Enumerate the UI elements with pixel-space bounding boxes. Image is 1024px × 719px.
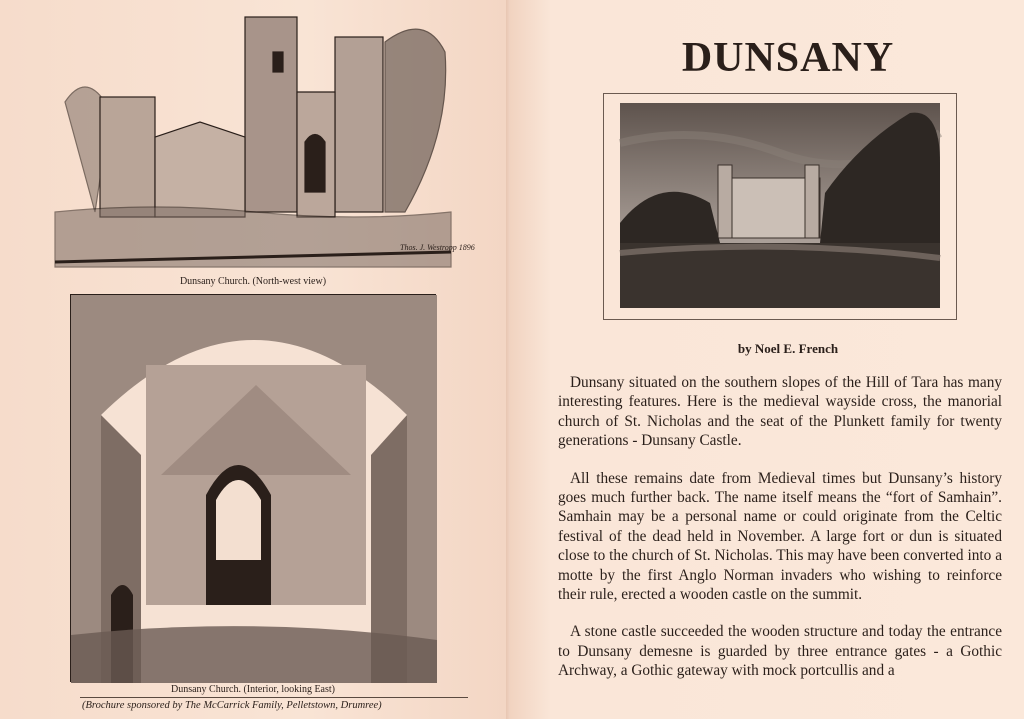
article-body: [558, 373, 1002, 699]
church-interior-illustration: [70, 294, 436, 682]
paragraph: A stone castle succeeded the wooden structure and today the entrance to Dunsany demesne is guarded by three entrance gates - a Gothic Archway, a Gothic gateway with mock portcullis and a: [558, 623, 1002, 680]
sponsor-note: (Brochure sponsored by The McCarrick Family, Pelletstown, Drumree): [82, 700, 382, 711]
paragraph: All these remains date from Medieval times but Dunsany’s history goes much further back. The name itself means the “fort of Samhain”. Samhain may be a personal name or could originate from the Celtic festival of the dead held in November. A large fort or dun is situated close to the church of St. Nicholas. This may have been converted into a motte by the first Anglo Norman invaders who wishing to reinforce their rule, erected a wooden castle on the summit.: [558, 469, 1002, 604]
dunsany-castle-engraving: [620, 103, 940, 308]
divider: [80, 697, 468, 698]
bottom-illustration-caption: Dunsany Church. (Interior, looking East): [170, 684, 335, 695]
byline: by Noel E. French: [737, 341, 839, 356]
top-illustration-caption: Dunsany Church. (North-west view): [179, 276, 327, 287]
castle-engraving-frame: [603, 93, 957, 320]
page-title: DUNSANY: [681, 35, 895, 81]
church-northwest-illustration: [55, 12, 475, 272]
artist-signature: Thos. J. Westropp 1896: [400, 243, 475, 252]
paragraph: Dunsany situated on the southern slopes of the Hill of Tara has many interesting features. Here is the medieval wayside cross, the manorial church of St. Nicholas and the seat of the Plunkett family for twenty generations - Dunsany Castle.: [558, 374, 1002, 450]
